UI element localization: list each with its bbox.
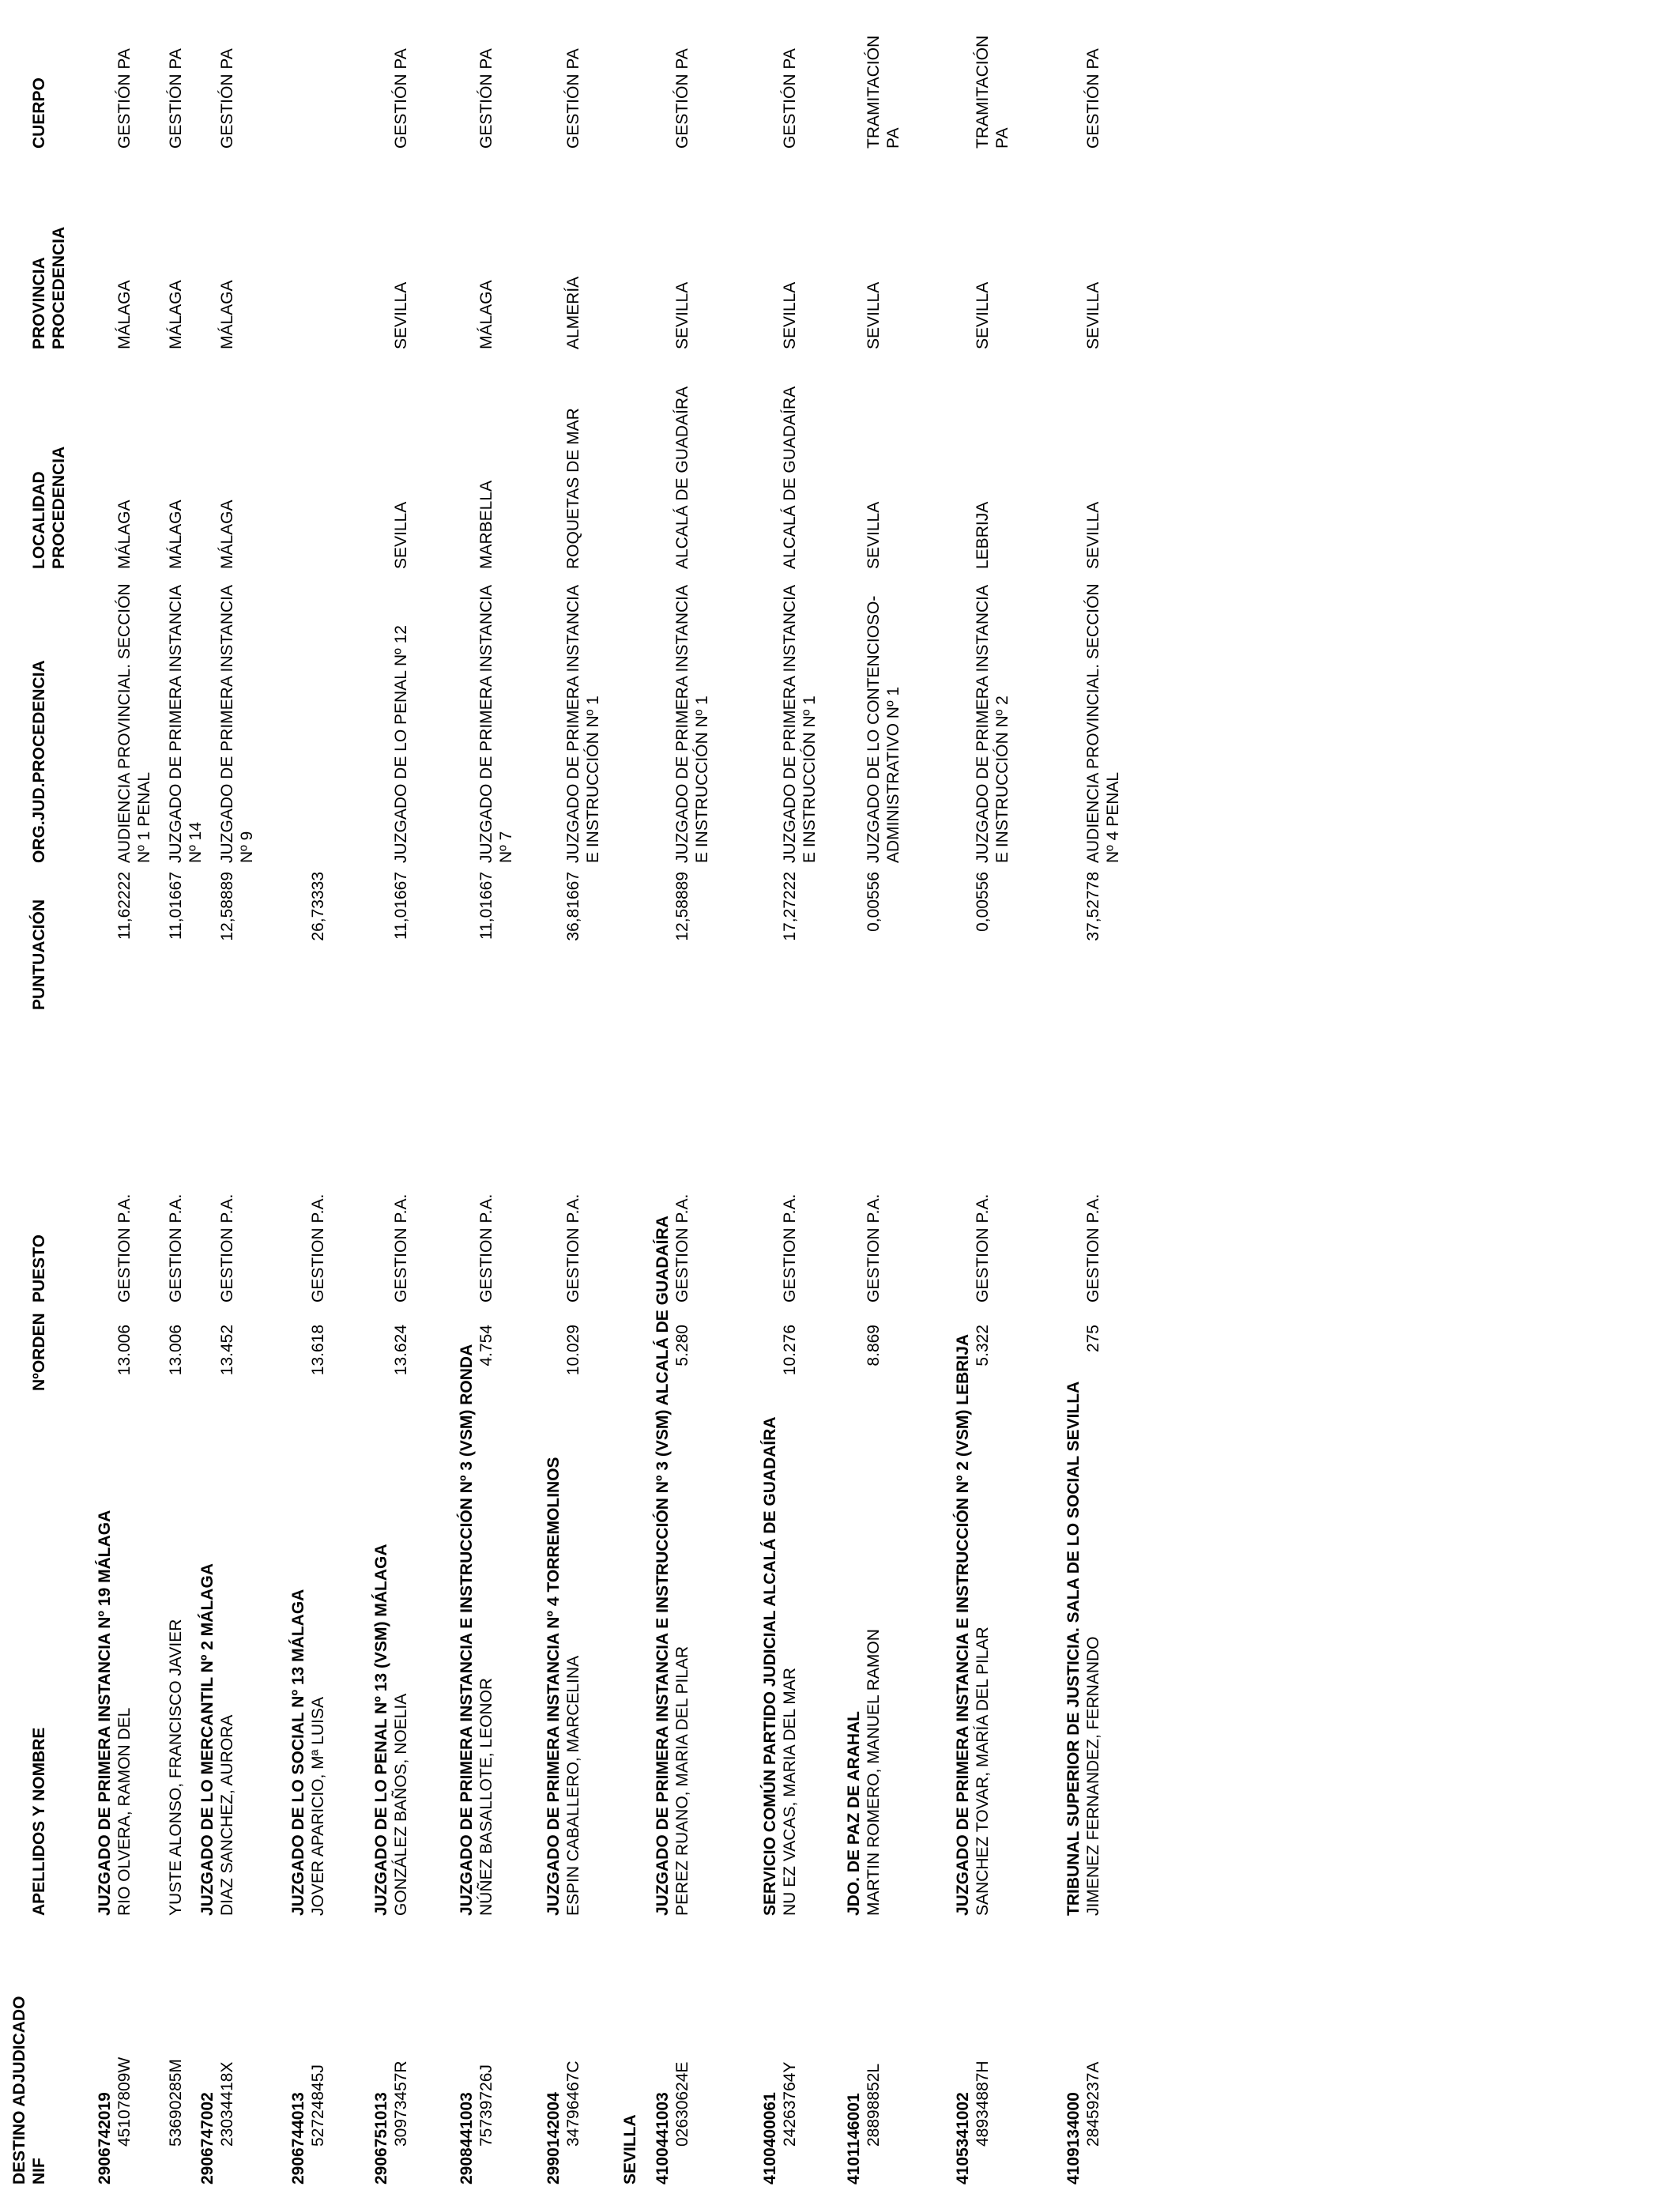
origin-province-cell: SEVILLA	[974, 281, 992, 349]
score-cell: 11,62222	[115, 872, 134, 941]
position-cell: GESTION P.A.	[115, 1193, 134, 1302]
order-cell: 4.754	[477, 1325, 495, 1367]
origin-locality-cell: MÁLAGA	[167, 499, 185, 569]
group-destination-name: JUZGADO DE PRIMERA INSTANCIA E INSTRUCCIÓN Nº 3 (VSM) RONDA	[458, 1344, 476, 1916]
name-cell: ESPIN CABALLERO, MARCELINA	[564, 1655, 582, 1916]
origin-province-cell: SEVILLA	[1084, 281, 1102, 349]
nif-cell: 23034418X	[218, 2061, 236, 2147]
group-destination-name: JUZGADO DE PRIMERA INSTANCIA Nº 19 MÁLAGA	[96, 1510, 114, 1916]
origin-locality-cell: LEBRIJA	[974, 501, 992, 569]
group-code: 4100441003	[654, 2092, 672, 2185]
origin-court-cell: JUZGADO DE PRIMERA INSTANCIA Nº 14	[167, 586, 205, 863]
origin-court-cell: AUDIENCIA PROVINCIAL. SECCIÓN Nº 1 PENAL	[115, 583, 153, 863]
position-cell: GESTION P.A.	[1084, 1193, 1102, 1302]
header-puntuacion: PUNTUACIÓN	[30, 899, 48, 1010]
position-cell: GESTION P.A.	[309, 1193, 327, 1302]
nif-cell: 45107809W	[115, 2056, 134, 2147]
group-destination-name: JUZGADO DE PRIMERA INSTANCIA E INSTRUCCIÓN Nº 3 (VSM) ALCALÁ DE GUADAÍRA	[654, 1216, 672, 1916]
body-cell: GESTIÓN PA	[673, 48, 691, 149]
nif-cell: 30973457R	[392, 2060, 410, 2147]
group-code: 2990142004	[544, 2092, 563, 2185]
header-cuerpo: CUERPO	[30, 77, 48, 149]
group-code: 2906742019	[96, 2092, 114, 2185]
order-cell: 13.618	[309, 1325, 327, 1376]
body-cell: GESTIÓN PA	[1084, 48, 1102, 149]
header-provincia-line2: PROCEDENCIA	[50, 226, 68, 349]
origin-court-cell: JUZGADO DE LO CONTENCIOSO-ADMINISTRATIVO Nº 1	[864, 595, 902, 863]
body-cell: GESTIÓN PA	[392, 48, 410, 149]
position-cell: GESTION P.A.	[781, 1193, 799, 1302]
origin-court-cell: JUZGADO DE PRIMERA INSTANCIA Nº 7	[477, 586, 515, 863]
province-heading: SEVILLA	[621, 2114, 639, 2185]
score-cell: 17,27222	[781, 872, 799, 941]
origin-court-cell: AUDIENCIA PROVINCIAL. SECCIÓN Nº 4 PENAL	[1084, 583, 1122, 863]
group-destination-name: SERVICIO COMÚN PARTIDO JUDICIAL ALCALÁ DE GUADAÍRA	[761, 1416, 779, 1916]
origin-province-cell: ALMERÍA	[564, 276, 582, 349]
score-cell: 12,58889	[218, 872, 236, 941]
group-code: 4109134000	[1064, 2092, 1083, 2185]
origin-province-cell: MÁLAGA	[167, 280, 185, 349]
position-cell: GESTION P.A.	[218, 1193, 236, 1302]
origin-province-cell: SEVILLA	[864, 281, 883, 349]
name-cell: MARTIN ROMERO, MANUEL RAMON	[864, 1629, 883, 1916]
group-code: 2906744013	[289, 2092, 307, 2185]
order-cell: 13.452	[218, 1325, 236, 1376]
header-orgjud: ORG.JUD.PROCEDENCIA	[30, 660, 48, 863]
nif-cell: 48934887H	[974, 2060, 992, 2147]
origin-court-cell: JUZGADO DE PRIMERA INSTANCIA E INSTRUCCIÓN Nº 1	[564, 586, 602, 863]
group-destination-name: JUZGADO DE PRIMERA INSTANCIA E INSTRUCCIÓN Nº 2 (VSM) LEBRIJA	[954, 1333, 972, 1916]
name-cell: YUSTE ALONSO, FRANCISCO JAVIER	[167, 1619, 185, 1916]
name-cell: GONZÁLEZ BAÑOS, NOELIA	[392, 1693, 410, 1916]
score-cell: 0,00556	[974, 872, 992, 932]
nif-cell: 28898852L	[864, 2063, 883, 2147]
origin-locality-cell: MARBELLA	[477, 480, 495, 569]
nif-cell: 24263764Y	[781, 2061, 799, 2147]
nif-cell: 34796467C	[564, 2060, 582, 2147]
header-localidad-line1: LOCALIDAD	[30, 471, 48, 569]
order-cell: 10.276	[781, 1325, 799, 1376]
group-code: 4101146001	[845, 2093, 863, 2185]
origin-locality-cell: ALCALÁ DE GUADAÍRA	[781, 386, 799, 569]
score-cell: 12,58889	[673, 872, 691, 941]
origin-province-cell: SEVILLA	[673, 281, 691, 349]
origin-court-cell: JUZGADO DE PRIMERA INSTANCIA E INSTRUCCIÓN Nº 2	[974, 586, 1011, 863]
body-cell: GESTIÓN PA	[477, 48, 495, 149]
origin-locality-cell: SEVILLA	[392, 501, 410, 569]
origin-province-cell: MÁLAGA	[218, 280, 236, 349]
name-cell: PEREZ RUANO, MARIA DEL PILAR	[673, 1646, 691, 1916]
name-cell: RIO OLVERA, RAMON DEL	[115, 1707, 134, 1916]
origin-locality-cell: MÁLAGA	[115, 499, 134, 569]
position-cell: GESTION P.A.	[564, 1193, 582, 1302]
name-cell: JOVER APARICIO, Mª LUISA	[309, 1697, 327, 1916]
header-norden: NºORDEN	[30, 1313, 48, 1391]
group-destination-name: JUZGADO DE PRIMERA INSTANCIA Nº 4 TORREMOLINOS	[544, 1457, 563, 1916]
nif-cell: 28459237A	[1084, 2061, 1102, 2147]
origin-province-cell: MÁLAGA	[115, 280, 134, 349]
group-code: 4100400061	[761, 2092, 779, 2185]
origin-court-cell: JUZGADO DE LO PENAL Nº 12	[392, 625, 410, 863]
order-cell: 13.006	[167, 1325, 185, 1376]
group-code: 2906751013	[372, 2092, 390, 2185]
order-cell: 5.280	[673, 1325, 691, 1367]
name-cell: NU EZ VACAS, MARIA DEL MAR	[781, 1668, 799, 1916]
body-cell: GESTIÓN PA	[167, 48, 185, 149]
origin-locality-cell: SEVILLA	[1084, 501, 1102, 569]
group-code: 2906747002	[198, 2092, 217, 2185]
group-code: 4105341002	[954, 2092, 972, 2185]
nif-cell: 02630624E	[673, 2061, 691, 2147]
group-destination-name: JUZGADO DE LO PENAL Nº 13 (VSM) MÁLAGA	[372, 1544, 390, 1916]
position-cell: GESTION P.A.	[392, 1193, 410, 1302]
group-destination-name: TRIBUNAL SUPERIOR DE JUSTICIA. SALA DE LO SOCIAL SEVILLA	[1064, 1381, 1083, 1916]
name-cell: JIMENEZ FERNANDEZ, FERNANDO	[1084, 1636, 1102, 1916]
score-cell: 36,81667	[564, 872, 582, 941]
origin-locality-cell: ROQUETAS DE MAR	[564, 408, 582, 569]
header-puesto: PUESTO	[30, 1235, 48, 1302]
origin-court-cell: JUZGADO DE PRIMERA INSTANCIA E INSTRUCCIÓN Nº 1	[673, 586, 711, 863]
header-localidad-line2: PROCEDENCIA	[50, 446, 68, 569]
body-cell: TRAMITACIÓN PA	[864, 35, 902, 149]
body-cell: GESTIÓN PA	[564, 48, 582, 149]
nif-cell: 53690285M	[167, 2059, 185, 2147]
group-code: 2908441003	[458, 2092, 476, 2185]
score-cell: 11,01667	[167, 872, 185, 941]
header-destino: DESTINO ADJUDICADO	[10, 1996, 28, 2185]
header-nif: NIF	[30, 2158, 48, 2185]
nif-cell: 52724845J	[309, 2064, 327, 2147]
order-cell: 8.869	[864, 1325, 883, 1367]
origin-locality-cell: ALCALÁ DE GUADAÍRA	[673, 386, 691, 569]
order-cell: 13.006	[115, 1325, 134, 1376]
origin-locality-cell: SEVILLA	[864, 501, 883, 569]
origin-court-cell: JUZGADO DE PRIMERA INSTANCIA Nº 9	[218, 586, 256, 863]
name-cell: SANCHEZ TOVAR, MARÍA DEL PILAR	[974, 1627, 992, 1916]
position-cell: GESTION P.A.	[673, 1193, 691, 1302]
body-cell: GESTIÓN PA	[781, 48, 799, 149]
body-cell: TRAMITACIÓN PA	[974, 35, 1011, 149]
position-cell: GESTION P.A.	[477, 1193, 495, 1302]
group-destination-name: JUZGADO DE LO MERCANTIL Nº 2 MÁLAGA	[198, 1563, 217, 1916]
header-apellidos: APELLIDOS Y NOMBRE	[30, 1727, 48, 1916]
name-cell: DIAZ SANCHEZ, AURORA	[218, 1714, 236, 1916]
order-cell: 275	[1084, 1325, 1102, 1353]
origin-province-cell: SEVILLA	[392, 281, 410, 349]
score-cell: 11,01667	[477, 872, 495, 941]
origin-locality-cell: MÁLAGA	[218, 499, 236, 569]
position-cell: GESTION P.A.	[167, 1193, 185, 1302]
body-cell: GESTIÓN PA	[115, 48, 134, 149]
name-cell: NÚÑEZ BASALLOTE, LEONOR	[477, 1677, 495, 1916]
position-cell: GESTION P.A.	[864, 1193, 883, 1302]
origin-province-cell: SEVILLA	[781, 281, 799, 349]
order-cell: 5.322	[974, 1325, 992, 1367]
score-cell: 37,52778	[1084, 872, 1102, 941]
nif-cell: 75739726J	[477, 2064, 495, 2147]
score-cell: 11,01667	[392, 872, 410, 941]
header-provincia-line1: PROVINCIA	[30, 257, 48, 349]
order-cell: 10.029	[564, 1325, 582, 1376]
body-cell: GESTIÓN PA	[218, 48, 236, 149]
position-cell: GESTION P.A.	[974, 1193, 992, 1302]
origin-court-cell: JUZGADO DE PRIMERA INSTANCIA E INSTRUCCIÓN Nº 1	[781, 586, 819, 863]
score-cell: 0,00556	[864, 872, 883, 932]
score-cell: 26,73333	[309, 872, 327, 941]
origin-province-cell: MÁLAGA	[477, 280, 495, 349]
group-destination-name: JDO. DE PAZ DE ARAHAL	[845, 1710, 863, 1916]
group-destination-name: JUZGADO DE LO SOCIAL Nº 13 MÁLAGA	[289, 1589, 307, 1916]
order-cell: 13.624	[392, 1325, 410, 1376]
